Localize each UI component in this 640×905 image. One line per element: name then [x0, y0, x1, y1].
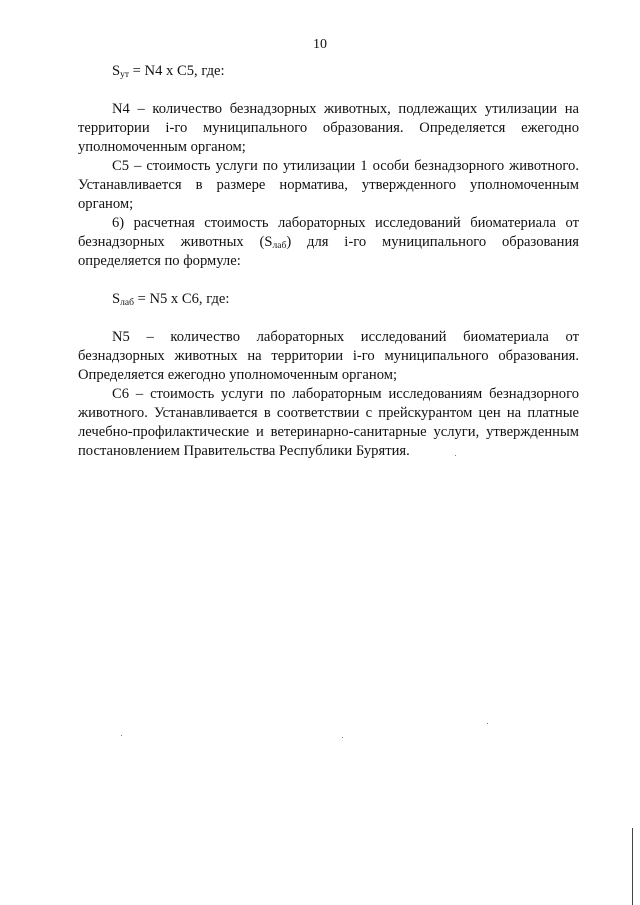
paragraph-n4: N4 – количество безнадзорных животных, подлежащих утилизации на территории i-го муниципального образования. Определяется ежегодно уполномоченным органом; — [78, 101, 579, 155]
scan-speck — [455, 455, 456, 456]
paragraph-c6: C6 – стоимость услуги по лабораторным исследованиям безнадзорного животного. Устанавливается в соответствии с прейскурантом цен на платные лечебно-профилактические и ветеринарно-санитарные услуги, утвержденным постановлением Правительства Республики Бурятия. — [78, 386, 579, 459]
formula-disposal-subscript: ут — [120, 70, 130, 80]
paragraph-n5: N5 – количество лабораторных исследований биоматериала от безнадзорных животных на территории i-го муниципального образования. Определяется ежегодно уполномоченным органом; — [78, 329, 579, 383]
scan-speck — [121, 735, 122, 736]
page-number: 10 — [313, 37, 327, 52]
paragraph-item-6-after: ) для i-го муниципального образования определяется по формуле: — [78, 234, 579, 269]
formula-lab — [78, 290, 579, 309]
document-body — [78, 62, 579, 461]
paragraph-item-6 — [78, 214, 579, 271]
formula-disposal-rest: = N4 x C5, где: — [129, 63, 225, 79]
formula-lab-rest: = N5 x C6, где: — [133, 291, 230, 307]
scan-edge-line — [632, 828, 633, 905]
formula-disposal — [78, 62, 579, 81]
paragraph-item-6-before: 6) расчетная стоимость лабораторных исследований биоматериала от безнадзорных животных (S — [78, 215, 579, 250]
scan-speck — [487, 723, 488, 724]
scan-speck — [342, 737, 343, 738]
formula-disposal-symbol: S — [112, 63, 121, 79]
formula-lab-symbol: S — [112, 291, 121, 307]
paragraph-c5: C5 – стоимость услуги по утилизации 1 особи безнадзорного животного. Устанавливается в размере норматива, утвержденного уполномоченным органом; — [78, 158, 579, 212]
paragraph-item-6-subscript: лаб — [272, 241, 287, 251]
formula-lab-subscript: лаб — [120, 298, 134, 308]
